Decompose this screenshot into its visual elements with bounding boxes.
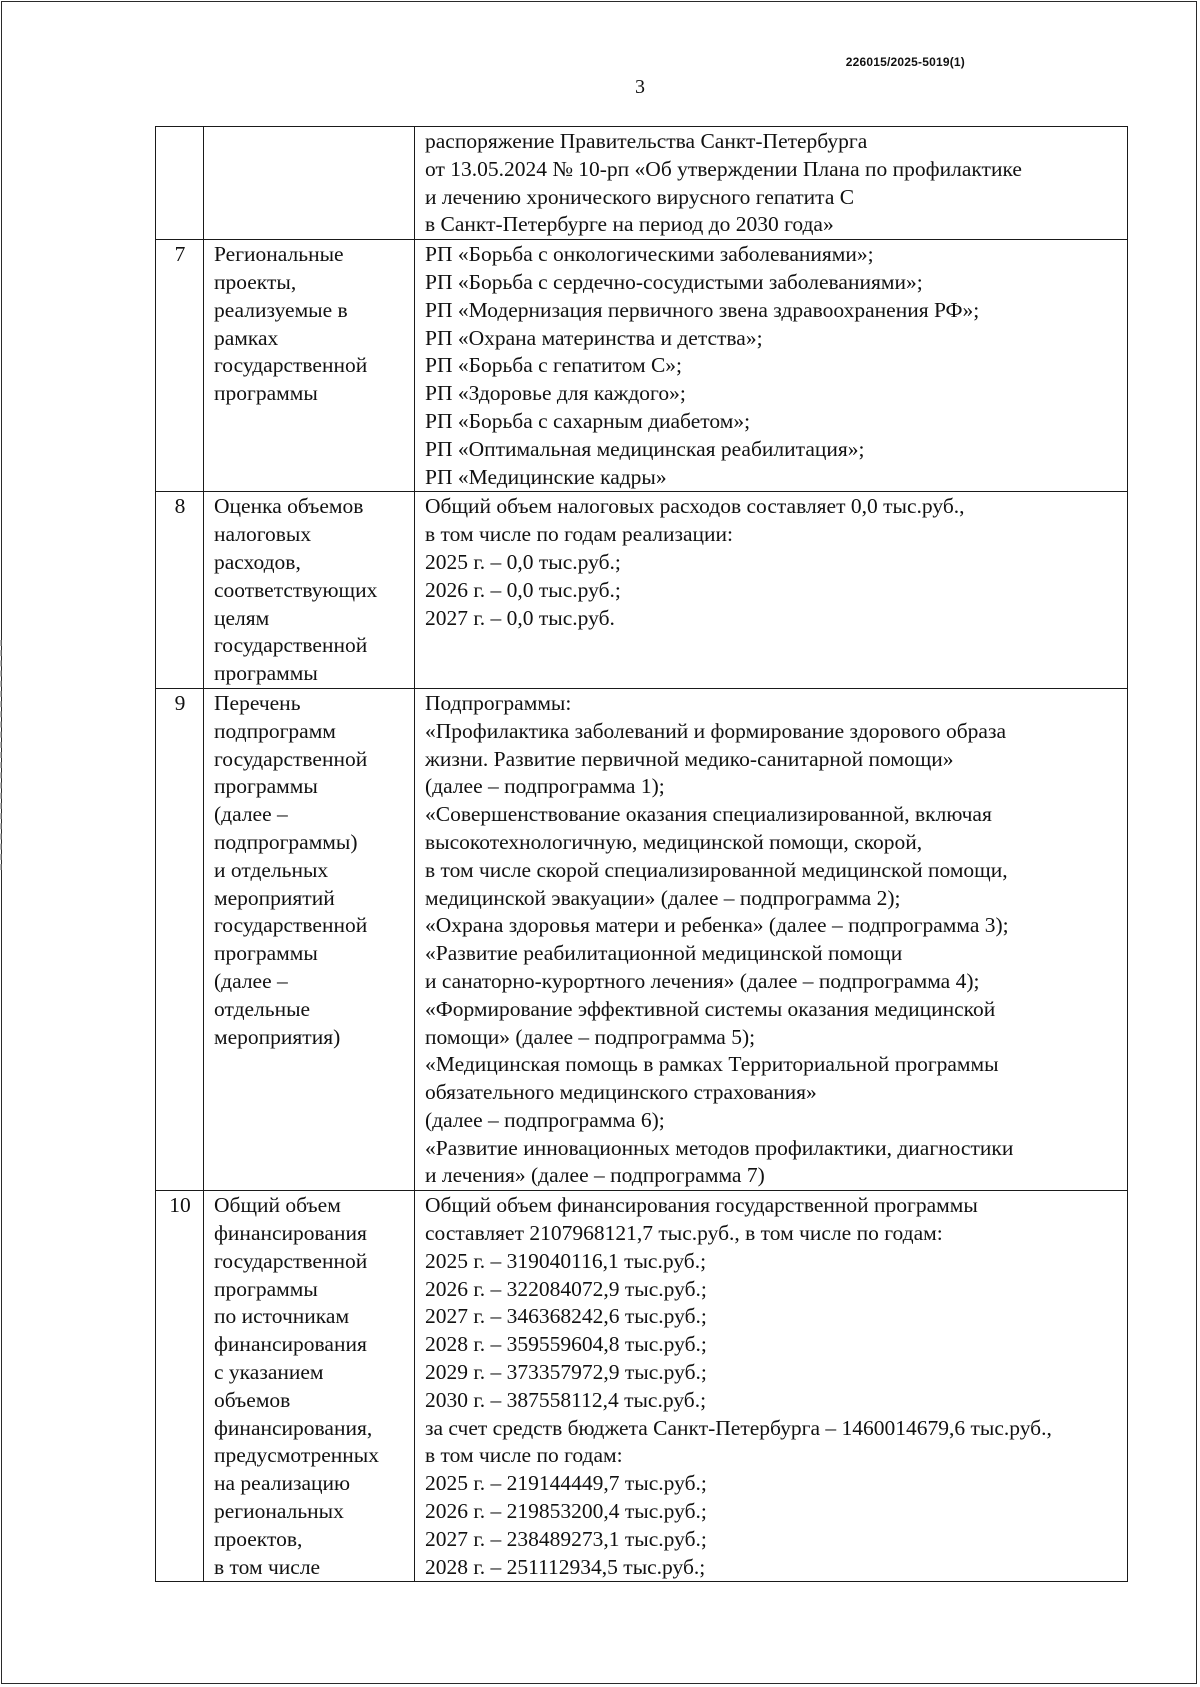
row-title-line: проекты, [214, 269, 297, 294]
row-content-line: РП «Борьба с сердечно-сосудистыми заболеваниями»; [425, 269, 923, 294]
row-content-cell [415, 492, 1128, 689]
row-content-line: 2028 г. – 251112934,5 тыс.руб.; [425, 1554, 706, 1579]
row-title-line: мероприятия) [214, 1024, 341, 1049]
row-content-line: «Профилактика заболеваний и формирование здорового образа [425, 718, 1007, 743]
row-title-cell [204, 1191, 415, 1582]
table-row [156, 1191, 1128, 1582]
table-row [156, 127, 1128, 240]
row-content-line: РП «Борьба с онкологическими заболеваниями»; [425, 242, 874, 267]
row-content-line: Подпрограммы: [425, 690, 572, 715]
table-row [156, 688, 1128, 1190]
row-title-cell [204, 688, 415, 1190]
table-row [156, 240, 1128, 492]
row-content-line: 2029 г. – 373357972,9 тыс.руб.; [425, 1360, 707, 1385]
row-number-cell: 8 [156, 492, 204, 689]
row-title-line: государственной [214, 633, 368, 658]
row-content-cell [415, 688, 1128, 1190]
row-title-cell [204, 492, 415, 689]
row-content-line: 2025 г. – 319040116,1 тыс.руб.; [425, 1248, 707, 1273]
row-title-line: расходов, [214, 549, 301, 574]
row-content-line: 2027 г. – 238489273,1 тыс.руб.; [425, 1526, 707, 1551]
row-content-cell [415, 1191, 1128, 1582]
row-number-cell [156, 127, 204, 240]
row-title-line: программы [214, 381, 318, 406]
row-number-cell: 10 [156, 1191, 204, 1582]
row-title-line: объемов [214, 1387, 291, 1412]
page-number: 3 [635, 76, 645, 98]
row-content-cell [415, 127, 1128, 240]
row-title-line: финансирования [214, 1221, 367, 1246]
row-title-line: реализуемые в [214, 297, 348, 322]
row-title-line: программы [214, 1276, 318, 1301]
row-title-line: финансирования, [214, 1415, 373, 1440]
row-title-line: государственной [214, 746, 368, 771]
row-title-line: мероприятий [214, 885, 335, 910]
row-title-line: с указанием [214, 1360, 324, 1385]
row-content-line: РП «Здоровье для каждого»; [425, 381, 686, 406]
row-title-line: Оценка объемов [214, 494, 364, 519]
row-title-line: на реализацию [214, 1471, 351, 1496]
row-content-line: РП «Оптимальная медицинская реабилитация»; [425, 436, 865, 461]
row-title-line: государственной [214, 353, 368, 378]
row-content-line: 2028 г. – 359559604,8 тыс.руб.; [425, 1332, 707, 1357]
row-content-line: «Развитие реабилитационной медицинской помощи [425, 941, 903, 966]
row-content-line: 2025 г. – 0,0 тыс.руб.; [425, 549, 621, 574]
row-content-line: «Развитие инновационных методов профилактики, диагностики [425, 1135, 1014, 1160]
row-title-line: Региональные [214, 242, 344, 267]
row-content-line: в Санкт-Петербурге на период до 2030 года» [425, 212, 834, 237]
row-content-line: «Медицинская помощь в рамках Территориальной программы [425, 1052, 999, 1077]
row-content-line: РП «Медицинские кадры» [425, 464, 667, 489]
scan-edge-marks [0, 640, 5, 870]
row-content-line: Общий объем налоговых расходов составляет 0,0 тыс.руб., [425, 494, 965, 519]
row-content-line: (далее – подпрограмма 1); [425, 774, 665, 799]
row-title-line: Перечень [214, 690, 301, 715]
row-title-line: предусмотренных [214, 1443, 379, 1468]
row-content-line: обязательного медицинского страхования» [425, 1080, 817, 1105]
row-content-line: и лечения» (далее – подпрограмма 7) [425, 1163, 765, 1188]
row-content-line: 2027 г. – 0,0 тыс.руб. [425, 605, 615, 630]
row-title-line: отдельные [214, 996, 311, 1021]
row-content-line: РП «Борьба с гепатитом С»; [425, 353, 683, 378]
row-content-line: и лечению хронического вирусного гепатита С [425, 184, 855, 209]
row-title-line: налоговых [214, 522, 312, 547]
row-content-cell [415, 240, 1128, 492]
row-content-line: и санаторно-курортного лечения» (далее – подпрограмма 4); [425, 968, 980, 993]
row-title-line: (далее – [214, 968, 288, 993]
row-title-cell [204, 127, 415, 240]
row-title-line: и отдельных [214, 857, 329, 882]
row-title-cell [204, 240, 415, 492]
row-content-line: (далее – подпрограмма 6); [425, 1107, 665, 1132]
row-content-line: 2030 г. – 387558112,4 тыс.руб.; [425, 1387, 707, 1412]
row-content-line: Общий объем финансирования государственной программы [425, 1193, 978, 1218]
row-content-line: 2027 г. – 346368242,6 тыс.руб.; [425, 1304, 707, 1329]
table-body [156, 127, 1128, 1582]
row-content-line: РП «Охрана материнства и детства»; [425, 325, 763, 350]
row-content-line: РП «Модернизация первичного звена здравоохранения РФ»; [425, 297, 980, 322]
row-title-line: по источникам [214, 1304, 350, 1329]
document-id: 226015/2025-5019(1) [845, 55, 965, 69]
row-content-line: в том числе скорой специализированной медицинской помощи, [425, 857, 1008, 882]
row-content-line: РП «Борьба с сахарным диабетом»; [425, 408, 751, 433]
row-content-line: за счет средств бюджета Санкт-Петербурга – 1460014679,6 тыс.руб., [425, 1415, 1052, 1440]
row-title-line: проектов, [214, 1526, 303, 1551]
row-content-line: медицинской эвакуации» (далее – подпрограмма 2); [425, 885, 901, 910]
table-row [156, 492, 1128, 689]
row-content-line: от 13.05.2024 № 10-рп «Об утверждении Плана по профилактике [425, 156, 1022, 181]
row-content-line: 2026 г. – 322084072,9 тыс.руб.; [425, 1276, 707, 1301]
row-content-line: распоряжение Правительства Санкт-Петербурга [425, 129, 868, 153]
row-content-line: жизни. Развитие первичной медико-санитарной помощи» [425, 746, 954, 771]
row-title-line: Общий объем [214, 1193, 341, 1218]
row-number-cell: 9 [156, 688, 204, 1190]
row-content-line: «Охрана здоровья матери и ребенка» (далее – подпрограмма 3); [425, 913, 1009, 938]
row-content-line: составляет 2107968121,7 тыс.руб., в том числе по годам: [425, 1221, 943, 1246]
row-title-line: (далее – [214, 802, 288, 827]
passport-table [155, 126, 1128, 1582]
row-content-line: в том числе по годам: [425, 1443, 623, 1468]
row-title-line: программы [214, 941, 318, 966]
row-title-line: финансирования [214, 1332, 367, 1357]
row-title-line: государственной [214, 913, 368, 938]
row-content-line: «Формирование эффективной системы оказания медицинской [425, 996, 996, 1021]
row-content-line: в том числе по годам реализации: [425, 522, 734, 547]
row-title-line: программы [214, 661, 318, 686]
row-title-line: программы [214, 774, 318, 799]
row-title-line: в том числе [214, 1554, 321, 1579]
row-title-line: целям [214, 605, 270, 630]
row-content-line: 2026 г. – 219853200,4 тыс.руб.; [425, 1499, 707, 1524]
row-content-line: 2025 г. – 219144449,7 тыс.руб.; [425, 1471, 707, 1496]
row-title-line: рамках [214, 325, 279, 350]
row-title-line: подпрограмм [214, 718, 336, 743]
row-content-line: высокотехнологичную, медицинской помощи, скорой, [425, 829, 923, 854]
row-title-line: региональных [214, 1499, 344, 1524]
row-number-cell: 7 [156, 240, 204, 492]
row-title-line: соответствующих [214, 577, 378, 602]
row-content-line: 2026 г. – 0,0 тыс.руб.; [425, 577, 621, 602]
row-title-line: государственной [214, 1248, 368, 1273]
row-title-line: подпрограммы) [214, 829, 358, 854]
row-content-line: «Совершенствование оказания специализированной, включая [425, 802, 992, 827]
row-content-line: помощи» (далее – подпрограмма 5); [425, 1024, 756, 1049]
